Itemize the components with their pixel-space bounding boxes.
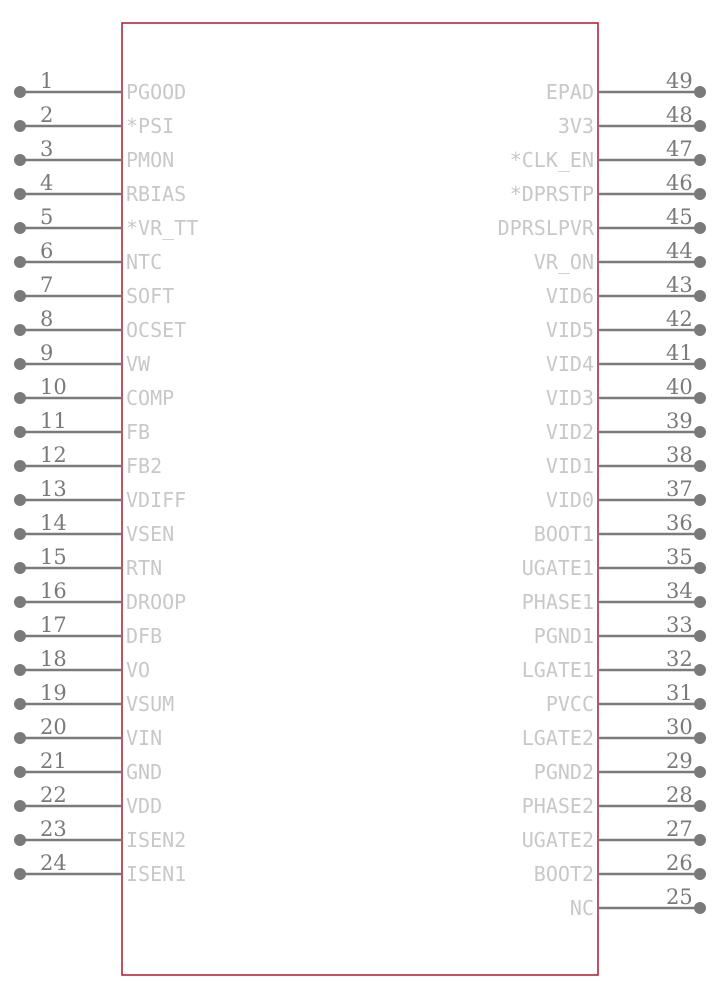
pin-name: PGND2	[533, 760, 594, 784]
pin-number: 39	[666, 409, 693, 433]
pin-name: PVCC	[545, 692, 594, 716]
pin-name: VR_ON	[533, 250, 594, 274]
pin-number: 20	[40, 715, 67, 739]
pin-end-dot	[694, 324, 706, 336]
pin-end-dot	[694, 120, 706, 132]
pin-number: 35	[666, 545, 693, 569]
pin-number: 1	[40, 69, 54, 93]
pin-38	[546, 443, 706, 478]
pin-number: 21	[40, 749, 67, 773]
pin-14	[14, 511, 174, 546]
pin-9	[14, 341, 151, 376]
pin-name: UGATE2	[521, 828, 594, 852]
pin-end-dot	[14, 222, 26, 234]
pin-name: BOOT1	[533, 522, 594, 546]
pin-number: 18	[40, 647, 67, 671]
pin-name: *CLK_EN	[509, 148, 594, 172]
pin-10	[14, 375, 174, 410]
pin-end-dot	[694, 358, 706, 370]
pin-8	[14, 307, 186, 342]
pin-number: 5	[40, 205, 54, 229]
pin-name: *DPRSTP	[509, 182, 594, 206]
pin-name: DFB	[126, 624, 163, 648]
pin-number: 16	[40, 579, 67, 603]
pin-name: VID0	[545, 488, 594, 512]
pin-4	[14, 171, 186, 206]
pin-name: PHASE2	[521, 794, 594, 818]
pin-name: RBIAS	[126, 182, 187, 206]
pin-end-dot	[14, 800, 26, 812]
pin-end-dot	[14, 256, 26, 268]
pin-number: 6	[40, 239, 54, 263]
pin-13	[14, 477, 186, 512]
pin-end-dot	[14, 630, 26, 642]
pin-name: VID1	[545, 454, 594, 478]
pin-number: 8	[40, 307, 54, 331]
pin-number: 49	[666, 69, 693, 93]
pin-number: 26	[666, 851, 693, 875]
pin-name: PGOOD	[126, 80, 187, 104]
pin-28	[522, 783, 706, 818]
pin-end-dot	[694, 630, 706, 642]
pin-end-dot	[694, 766, 706, 778]
pin-end-dot	[694, 562, 706, 574]
pin-end-dot	[14, 834, 26, 846]
pin-name: DPRSLPVR	[497, 216, 594, 240]
pin-40	[546, 375, 706, 410]
pin-number: 32	[666, 647, 693, 671]
pin-number: 11	[40, 409, 67, 433]
pin-23	[14, 817, 186, 852]
pin-end-dot	[14, 562, 26, 574]
pin-27	[522, 817, 706, 852]
pin-name: NC	[569, 896, 594, 920]
pin-12	[14, 443, 162, 478]
pin-16	[14, 579, 186, 614]
pin-20	[14, 715, 162, 750]
pin-name: NTC	[126, 250, 163, 274]
pin-end-dot	[14, 766, 26, 778]
pin-number: 34	[666, 579, 693, 603]
pin-name: VIN	[126, 726, 163, 750]
pin-name: *PSI	[126, 114, 175, 138]
pin-49	[546, 69, 706, 104]
pin-end-dot	[14, 494, 26, 506]
pin-number: 40	[666, 375, 693, 399]
pin-end-dot	[694, 732, 706, 744]
pin-number: 22	[40, 783, 67, 807]
pin-name: VSUM	[126, 692, 175, 716]
pin-name: PGND1	[533, 624, 594, 648]
pin-31	[546, 681, 706, 716]
pin-end-dot	[694, 426, 706, 438]
pin-end-dot	[14, 188, 26, 200]
pin-11	[14, 409, 150, 444]
pin-number: 15	[40, 545, 67, 569]
pin-name: VID3	[545, 386, 594, 410]
pin-30	[522, 715, 706, 750]
pin-29	[534, 749, 706, 784]
pin-19	[14, 681, 174, 716]
pin-2	[14, 103, 174, 138]
pin-end-dot	[694, 222, 706, 234]
pin-name: COMP	[126, 386, 175, 410]
pin-name: BOOT2	[533, 862, 594, 886]
pin-end-dot	[694, 800, 706, 812]
pin-18	[14, 647, 150, 682]
pin-number: 25	[666, 885, 693, 909]
pin-name: VSEN	[126, 522, 175, 546]
pin-5	[14, 205, 198, 240]
pin-number: 23	[40, 817, 67, 841]
pin-end-dot	[14, 324, 26, 336]
pin-47	[510, 137, 706, 172]
pin-46	[510, 171, 706, 206]
pin-end-dot	[14, 86, 26, 98]
pin-end-dot	[694, 86, 706, 98]
pin-end-dot	[14, 664, 26, 676]
pin-36	[534, 511, 706, 546]
pin-name: FB2	[126, 454, 163, 478]
pin-end-dot	[694, 290, 706, 302]
pin-number: 48	[666, 103, 693, 127]
pin-end-dot	[694, 528, 706, 540]
pin-number: 33	[666, 613, 693, 637]
pin-number: 42	[666, 307, 693, 331]
pin-3	[14, 137, 174, 172]
pin-end-dot	[14, 426, 26, 438]
pin-name: VDD	[126, 794, 163, 818]
right-pin-group	[498, 69, 706, 920]
pin-end-dot	[694, 460, 706, 472]
pin-end-dot	[14, 460, 26, 472]
left-pin-group	[14, 69, 198, 886]
pin-24	[14, 851, 186, 886]
pin-name: VW	[126, 352, 151, 376]
pin-name: ISEN2	[126, 828, 187, 852]
pin-7	[14, 273, 174, 308]
pin-end-dot	[14, 120, 26, 132]
pin-end-dot	[694, 494, 706, 506]
pin-end-dot	[14, 698, 26, 710]
pin-number: 24	[40, 851, 67, 875]
pin-32	[522, 647, 706, 682]
pin-number: 3	[40, 137, 54, 161]
pin-number: 13	[40, 477, 67, 501]
pin-number: 45	[666, 205, 693, 229]
pin-number: 41	[666, 341, 693, 365]
pin-number: 46	[666, 171, 693, 195]
pin-name: LGATE1	[521, 658, 594, 682]
pin-name: LGATE2	[521, 726, 594, 750]
pin-end-dot	[14, 732, 26, 744]
pin-number: 7	[40, 273, 54, 297]
pin-name: GND	[126, 760, 163, 784]
pin-34	[522, 579, 706, 614]
pin-number: 10	[40, 375, 67, 399]
pin-45	[498, 205, 706, 240]
pin-17	[14, 613, 162, 648]
pin-number: 12	[40, 443, 67, 467]
pin-number: 37	[666, 477, 693, 501]
pin-number: 30	[666, 715, 693, 739]
pin-1	[14, 69, 186, 104]
pin-name: PHASE1	[521, 590, 594, 614]
pin-name: DROOP	[126, 590, 187, 614]
pin-name: VID5	[545, 318, 594, 342]
pin-21	[14, 749, 162, 784]
pin-end-dot	[694, 698, 706, 710]
pin-name: VID4	[545, 352, 594, 376]
pin-25	[570, 885, 706, 920]
pin-name: FB	[126, 420, 151, 444]
pin-number: 17	[40, 613, 67, 637]
pin-42	[546, 307, 706, 342]
pin-name: VID2	[545, 420, 594, 444]
pin-name: ISEN1	[126, 862, 187, 886]
pin-number: 36	[666, 511, 693, 535]
pin-43	[546, 273, 706, 308]
pin-number: 28	[666, 783, 693, 807]
pin-end-dot	[14, 290, 26, 302]
pin-end-dot	[14, 596, 26, 608]
pin-39	[546, 409, 706, 444]
pin-name: PMON	[126, 148, 175, 172]
pin-number: 4	[40, 171, 54, 195]
pin-33	[534, 613, 706, 648]
pin-end-dot	[694, 188, 706, 200]
pin-number: 9	[40, 341, 54, 365]
pin-41	[546, 341, 706, 376]
pin-end-dot	[14, 528, 26, 540]
pin-end-dot	[694, 154, 706, 166]
pin-number: 44	[666, 239, 693, 263]
pin-44	[534, 239, 706, 274]
pin-number: 29	[666, 749, 693, 773]
pin-name: *VR_TT	[126, 216, 199, 240]
pin-name: VDIFF	[126, 488, 187, 512]
pin-end-dot	[14, 358, 26, 370]
pin-end-dot	[694, 392, 706, 404]
pin-26	[534, 851, 706, 886]
pin-number: 43	[666, 273, 693, 297]
pin-end-dot	[694, 256, 706, 268]
pin-number: 47	[666, 137, 693, 161]
pin-name: EPAD	[545, 80, 594, 104]
pin-48	[558, 103, 706, 138]
pin-end-dot	[694, 902, 706, 914]
pin-35	[522, 545, 706, 580]
pin-name: VO	[126, 658, 151, 682]
pin-number: 27	[666, 817, 693, 841]
pin-37	[546, 477, 706, 512]
pin-name: RTN	[126, 556, 163, 580]
pin-end-dot	[694, 664, 706, 676]
pin-number: 2	[40, 103, 54, 127]
pin-end-dot	[694, 596, 706, 608]
pin-name: 3V3	[557, 114, 594, 138]
pin-name: OCSET	[126, 318, 187, 342]
pin-end-dot	[14, 868, 26, 880]
pin-number: 31	[666, 681, 693, 705]
pin-end-dot	[694, 834, 706, 846]
pin-22	[14, 783, 162, 818]
pin-end-dot	[694, 868, 706, 880]
pin-name: UGATE1	[521, 556, 594, 580]
pin-end-dot	[14, 154, 26, 166]
pin-name: SOFT	[126, 284, 175, 308]
pin-15	[14, 545, 162, 580]
pin-end-dot	[14, 392, 26, 404]
pin-name: VID6	[545, 284, 594, 308]
pin-number: 38	[666, 443, 693, 467]
pin-number: 14	[40, 511, 67, 535]
pin-6	[14, 239, 162, 274]
pin-number: 19	[40, 681, 67, 705]
